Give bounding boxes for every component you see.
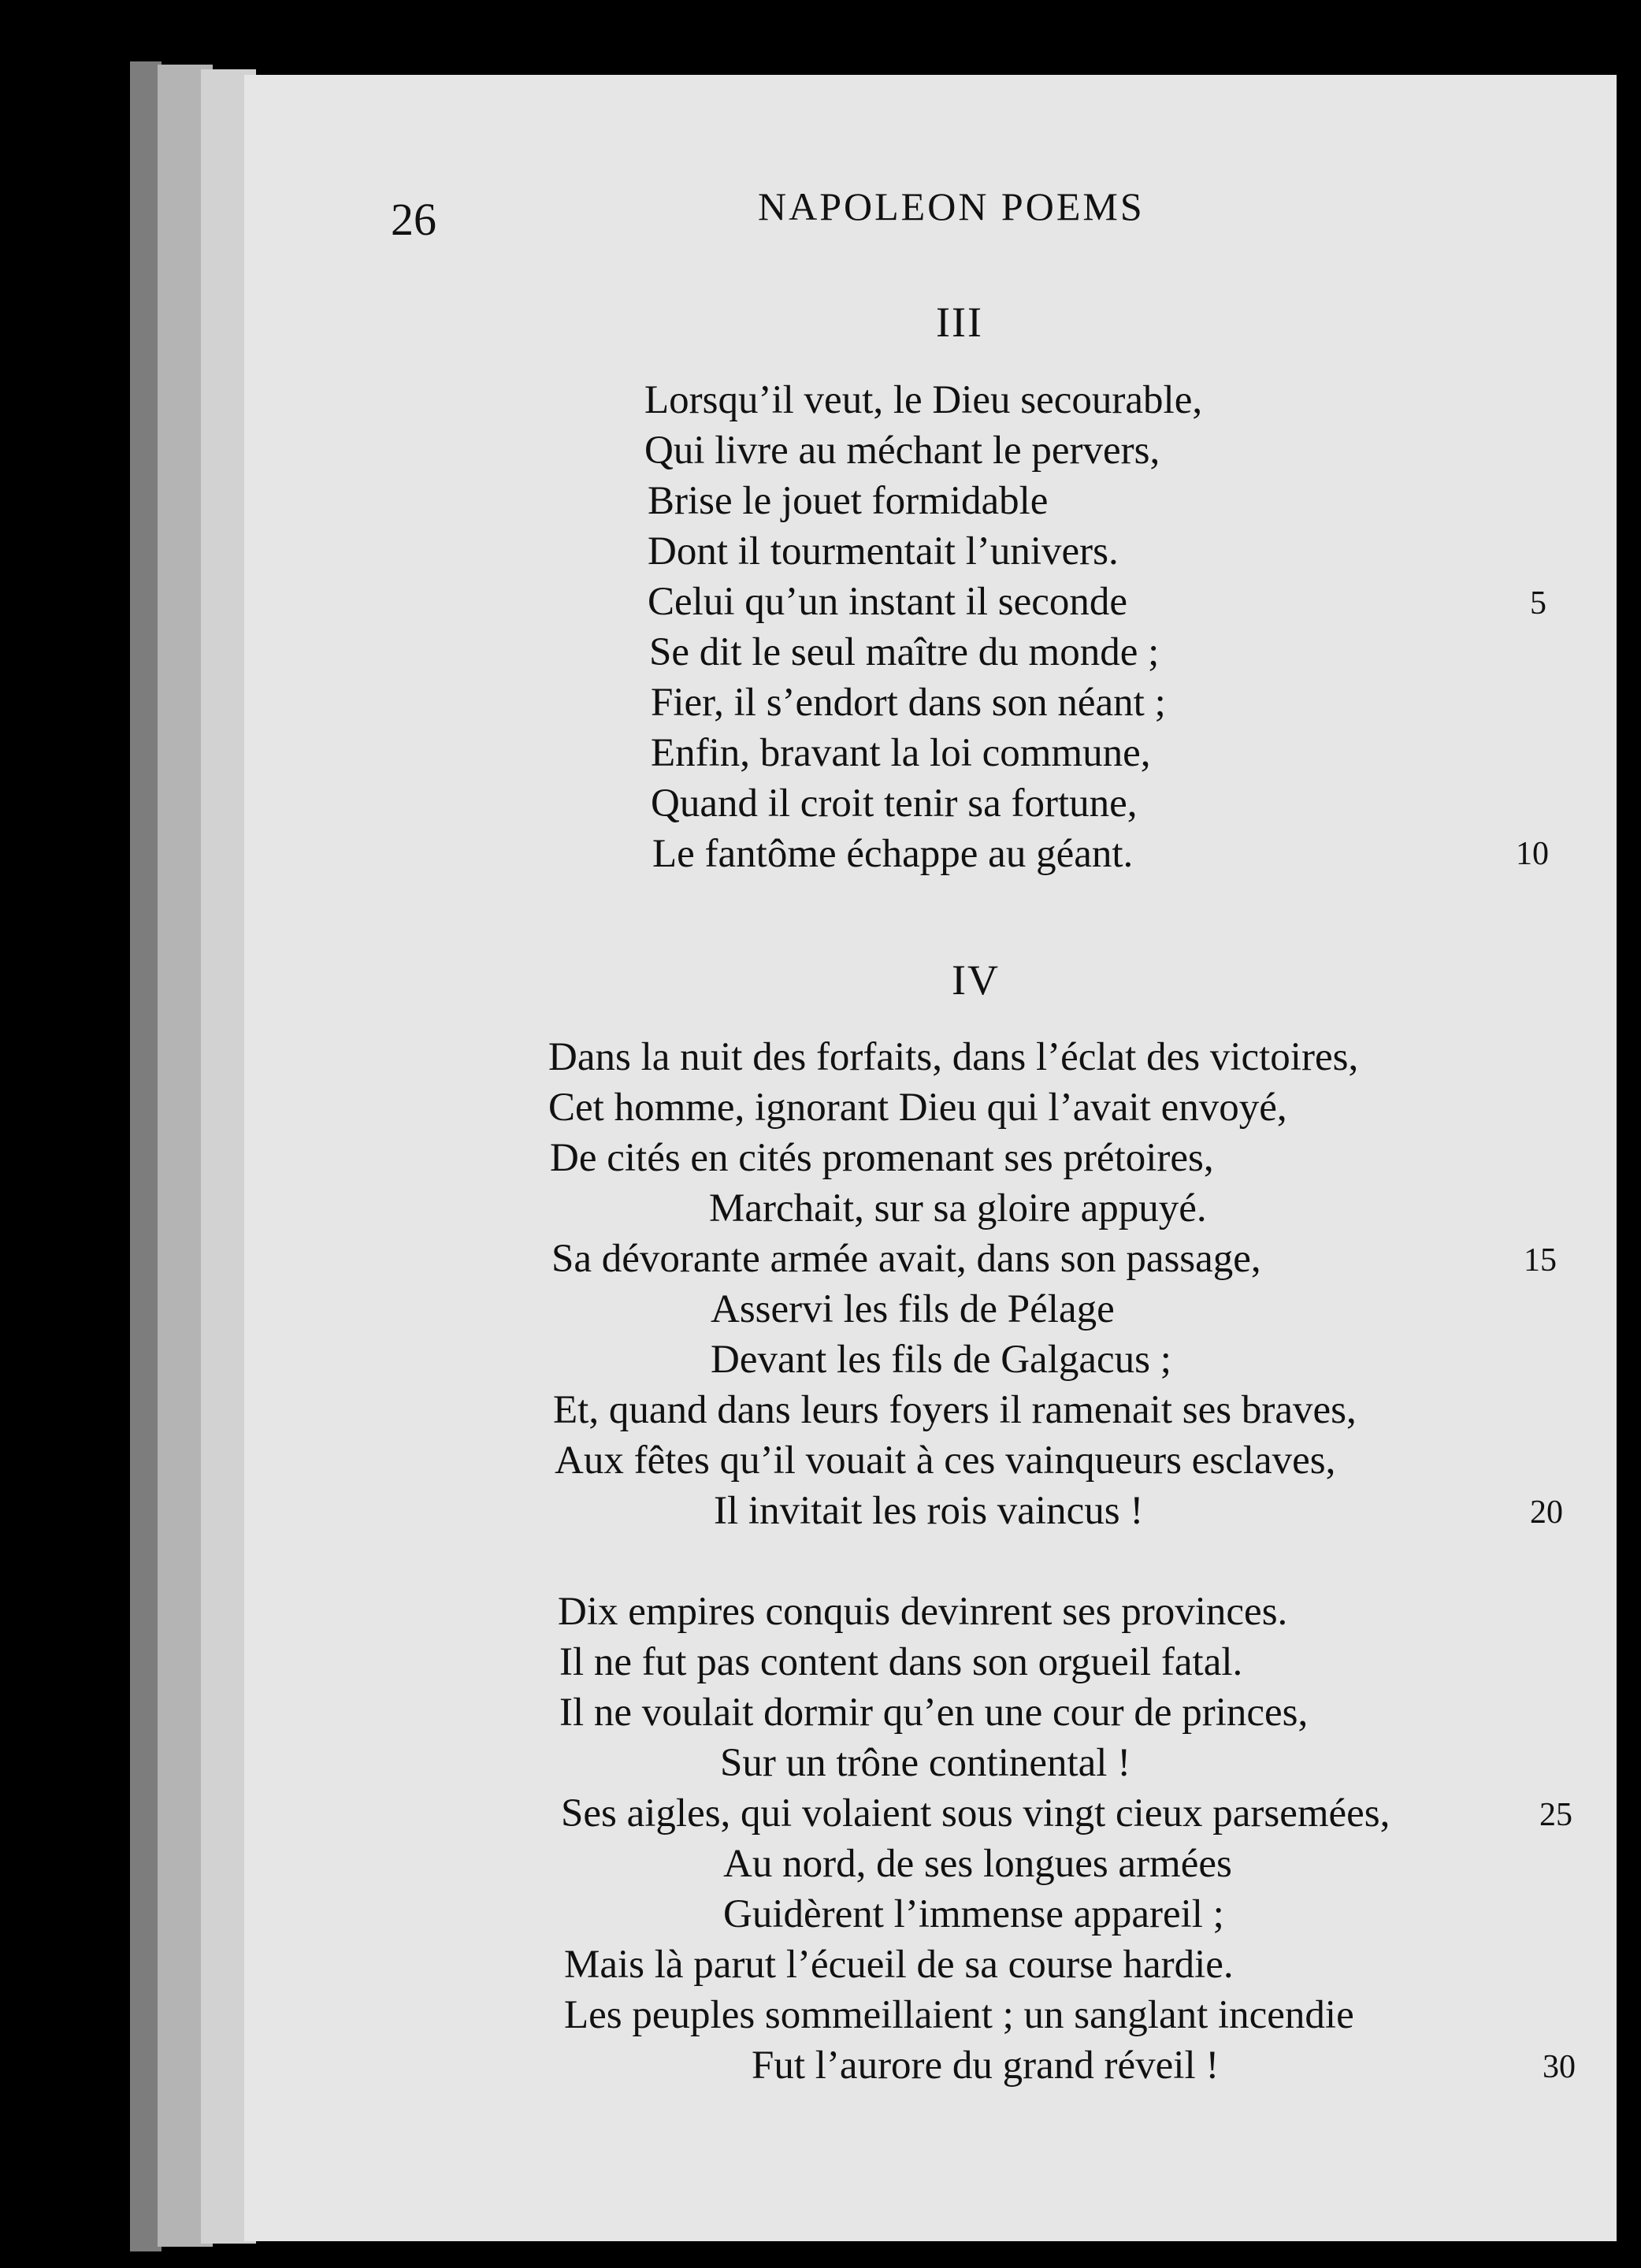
verse-line: Fut l’aurore du grand réveil !	[752, 2043, 1220, 2088]
verse-line: Fier, il s’endort dans son néant ;	[651, 681, 1166, 725]
running-head: NAPOLEON POEMS	[758, 184, 1145, 228]
verse-line: Guidèrent l’immense appareil ;	[723, 1892, 1224, 1936]
verse-line: Lorsqu’il veut, le Dieu secourable,	[644, 378, 1203, 422]
verse-line: Brise le jouet formidable	[648, 479, 1049, 523]
verse-line: Il ne fut pas content dans son orgueil fatal.	[559, 1640, 1243, 1684]
verse-line: Cet homme, ignorant Dieu qui l’avait envoyé,	[548, 1086, 1287, 1130]
verse-line: Il ne voulait dormir qu’en une cour de princes,	[559, 1691, 1309, 1735]
section-title-iv: IV	[952, 956, 1000, 1004]
verse-line: Dont il tourmentait l’univers.	[648, 529, 1119, 573]
verse-line: Asservi les fils de Pélage	[711, 1287, 1115, 1331]
line-number: 30	[1543, 2049, 1576, 2085]
book-page	[244, 75, 1617, 2241]
verse-line: Quand il croit tenir sa fortune,	[651, 781, 1138, 826]
line-number: 25	[1539, 1797, 1572, 1833]
verse-line: Il invitait les rois vaincus !	[714, 1489, 1144, 1533]
verse-line: Mais là parut l’écueil de sa course hardie.	[564, 1943, 1234, 1987]
verse-line: Et, quand dans leurs foyers il ramenait ses braves,	[553, 1388, 1357, 1432]
verse-line: Celui qu’un instant il seconde	[648, 580, 1128, 624]
verse-line: Marchait, sur sa gloire appuyé.	[709, 1186, 1207, 1231]
verse-line: Dans la nuit des forfaits, dans l’éclat des victoires,	[548, 1035, 1359, 1079]
verse-line: Qui livre au méchant le pervers,	[644, 429, 1160, 473]
verse-line: Le fantôme échappe au géant.	[652, 832, 1134, 876]
verse-line: Enfin, bravant la loi commune,	[651, 731, 1151, 775]
verse-line: Aux fêtes qu’il vouait à ces vainqueurs esclaves,	[555, 1438, 1336, 1483]
page-number: 26	[391, 194, 436, 245]
book-edge-outer	[130, 61, 162, 2251]
verse-line: De cités en cités promenant ses prétoires,	[550, 1136, 1214, 1180]
verse-line: Devant les fils de Galgacus ;	[711, 1338, 1171, 1382]
section-title-iii: III	[936, 299, 983, 346]
verse-line: Sur un trône continental !	[720, 1741, 1131, 1785]
line-number: 20	[1530, 1494, 1563, 1531]
verse-line: Au nord, de ses longues armées	[723, 1842, 1232, 1886]
verse-line: Ses aigles, qui volaient sous vingt cieux parsemées,	[561, 1791, 1390, 1836]
line-number: 5	[1530, 585, 1546, 622]
line-number: 15	[1524, 1242, 1557, 1279]
line-number: 10	[1516, 836, 1549, 872]
verse-line: Dix empires conquis devinrent ses provinces.	[558, 1590, 1288, 1634]
verse-line: Les peuples sommeillaient ; un sanglant incendie	[564, 1993, 1354, 2037]
verse-line: Sa dévorante armée avait, dans son passage,	[551, 1237, 1261, 1281]
verse-line: Se dit le seul maître du monde ;	[649, 630, 1160, 674]
